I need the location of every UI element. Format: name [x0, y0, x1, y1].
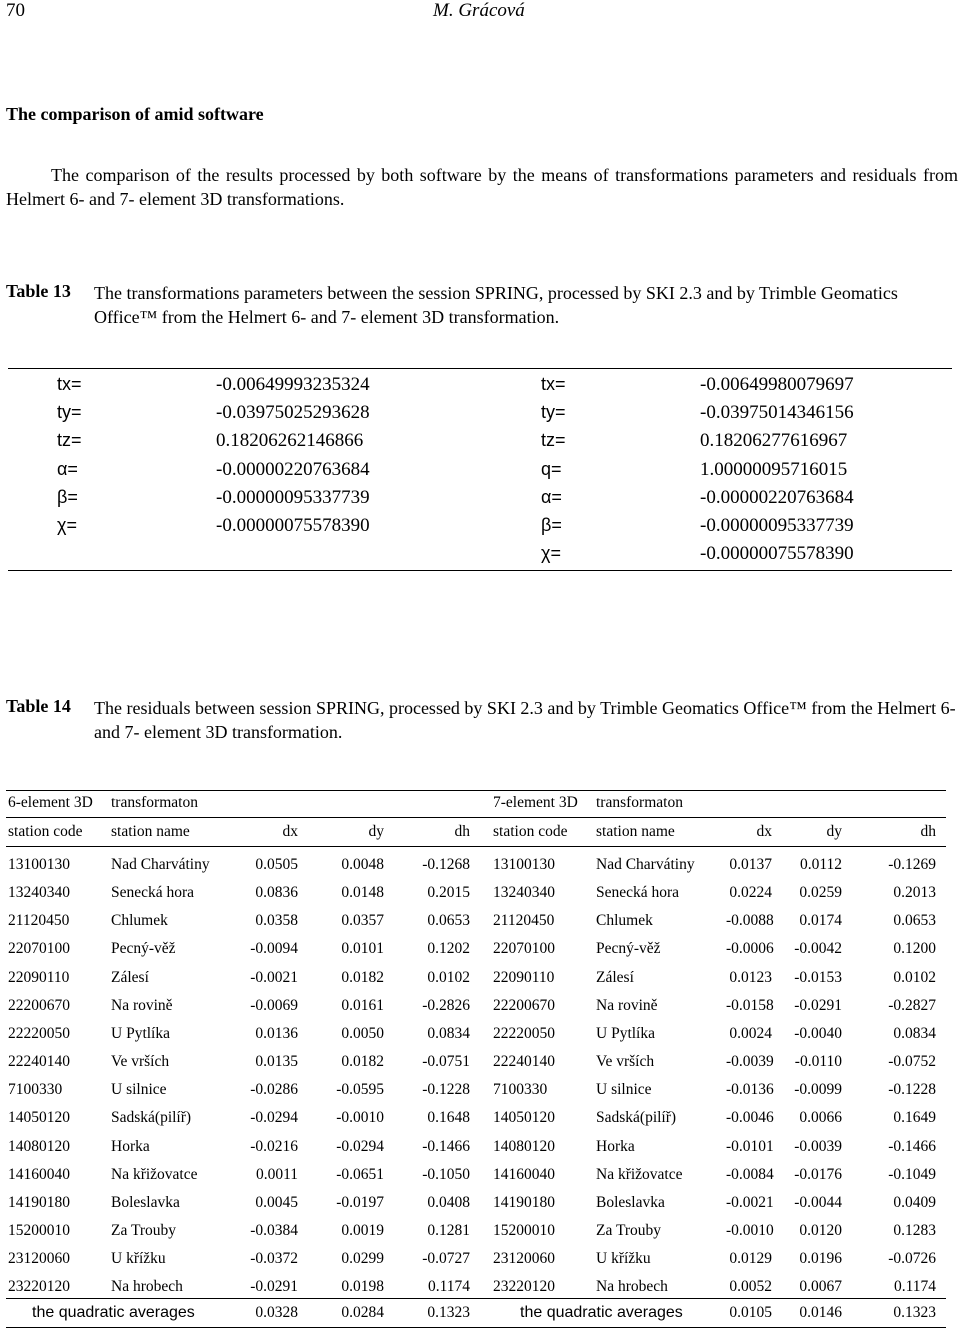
page-number: 70 [6, 0, 25, 21]
column-header: station name [596, 823, 675, 840]
table13-bottom-rule [8, 570, 952, 571]
table-cell: -0.2826 [422, 997, 470, 1014]
table-cell: -0.0286 [250, 1081, 298, 1098]
table-cell: 14050120 [8, 1109, 70, 1126]
param-value: -0.03975014346156 [700, 402, 854, 423]
param-value: -0.00649980079697 [700, 374, 854, 395]
average-value: 0.0105 [729, 1304, 772, 1321]
running-head-author: M. Grácová [433, 0, 525, 21]
table14-averages-rule [6, 1298, 946, 1299]
table-cell: Sadská(pilíř) [111, 1109, 192, 1126]
column-header: dx [756, 823, 772, 840]
intro-paragraph: The comparison of the results processed by both software by the means of transformations parameters and residuals from Helmert 6- and 7- element 3D transformations. [6, 165, 958, 209]
table-cell: -0.0046 [726, 1109, 774, 1126]
average-value: 0.0284 [341, 1304, 384, 1321]
table-cell: -0.0042 [794, 940, 842, 957]
table-cell: 0.0129 [729, 1250, 772, 1267]
averages-label: the quadratic averages [520, 1304, 683, 1321]
table-cell: 0.0505 [255, 856, 298, 873]
table-cell: -0.0039 [726, 1053, 774, 1070]
table-cell: 0.0123 [729, 969, 772, 986]
table-cell: -0.0595 [336, 1081, 384, 1098]
table-cell: -0.0294 [250, 1109, 298, 1126]
table-cell: 0.0182 [341, 1053, 384, 1070]
param-value: -0.00000075578390 [216, 515, 370, 536]
param-name: χ= [541, 543, 561, 563]
param-name: χ= [57, 515, 77, 535]
table-cell: -0.0101 [726, 1138, 774, 1155]
table14-caption: The residuals between session SPRING, processed by SKI 2.3 and by Trimble Geomatics Office™ from the Helmert 6- and 7- element 3D transformation. [94, 698, 956, 742]
table-cell: 0.2015 [427, 884, 470, 901]
table-cell: 15200010 [493, 1222, 555, 1239]
column-header: station code [8, 823, 83, 840]
table-cell: 0.0836 [255, 884, 298, 901]
table-cell: Zálesí [111, 969, 149, 986]
table-cell: 22200670 [493, 997, 555, 1014]
table-cell: Horka [111, 1138, 150, 1155]
table-cell: 0.0409 [893, 1194, 936, 1211]
table-cell: 0.0102 [893, 969, 936, 986]
average-value: 0.1323 [893, 1304, 936, 1321]
table-cell: 22090110 [8, 969, 70, 986]
group-label: transformaton [111, 794, 198, 811]
table13-label: Table 13 [6, 281, 71, 301]
table-cell: -0.0651 [336, 1166, 384, 1183]
table-cell: Pecný-věž [111, 940, 176, 957]
table-cell: 14190180 [493, 1194, 555, 1211]
param-name: tz= [541, 430, 566, 450]
column-header: dh [920, 823, 936, 840]
table-cell: 0.0024 [729, 1025, 772, 1042]
table-cell: Nad Charvátiny [596, 856, 695, 873]
column-header: station code [493, 823, 568, 840]
table-cell: 22240140 [8, 1053, 70, 1070]
group-label: 7-element 3D [493, 794, 578, 811]
table-cell: 0.0408 [427, 1194, 470, 1211]
table-cell: 13100130 [493, 856, 555, 873]
table-cell: -0.2827 [888, 997, 936, 1014]
table-cell: 0.0135 [255, 1053, 298, 1070]
table-cell: 22220050 [493, 1025, 555, 1042]
table-cell: -0.0384 [250, 1222, 298, 1239]
table-cell: 21120450 [8, 912, 70, 929]
table-cell: 14160040 [8, 1166, 70, 1183]
table-cell: -0.1269 [888, 856, 936, 873]
table-cell: -0.0010 [336, 1109, 384, 1126]
average-value: 0.0146 [799, 1304, 842, 1321]
table-cell: 0.0137 [729, 856, 772, 873]
table-cell: 22070100 [8, 940, 70, 957]
table-cell: 0.0259 [799, 884, 842, 901]
table-cell: Nad Charvátiny [111, 856, 210, 873]
table-cell: U křížku [596, 1250, 651, 1267]
table14-header-rule [6, 846, 946, 847]
table-cell: 14160040 [493, 1166, 555, 1183]
table-cell: Na hrobech [596, 1278, 668, 1295]
table-cell: -0.0752 [888, 1053, 936, 1070]
group-label: transformaton [596, 794, 683, 811]
table-cell: 0.0196 [799, 1250, 842, 1267]
table-cell: 14050120 [493, 1109, 555, 1126]
table-cell: Ve vrších [596, 1053, 655, 1070]
table-cell: 13240340 [8, 884, 70, 901]
param-name: tx= [57, 374, 82, 394]
table-cell: 0.0357 [341, 912, 384, 929]
table-cell: -0.0216 [250, 1138, 298, 1155]
table-cell: 0.1174 [427, 1278, 470, 1295]
group-label: 6-element 3D [8, 794, 93, 811]
table-cell: 22070100 [493, 940, 555, 957]
table-cell: -0.1050 [422, 1166, 470, 1183]
table-cell: 7100330 [8, 1081, 63, 1098]
table-cell: Ve vrších [111, 1053, 170, 1070]
table-cell: 14190180 [8, 1194, 70, 1211]
table-cell: -0.1268 [422, 856, 470, 873]
param-name: β= [541, 515, 562, 535]
param-value: -0.00000220763684 [216, 459, 370, 480]
average-value: 0.1323 [427, 1304, 470, 1321]
table-cell: Horka [596, 1138, 635, 1155]
table-cell: Sadská(pilíř) [596, 1109, 677, 1126]
table-cell: 21120450 [493, 912, 555, 929]
table-cell: 0.1648 [427, 1109, 470, 1126]
table-cell: 0.0019 [341, 1222, 384, 1239]
table-cell: -0.0291 [794, 997, 842, 1014]
table-cell: 0.0112 [799, 856, 842, 873]
param-value: -0.00000095337739 [700, 515, 854, 536]
table-cell: 22200670 [8, 997, 70, 1014]
table-cell: -0.1049 [888, 1166, 936, 1183]
table-cell: -0.0069 [250, 997, 298, 1014]
table-cell: 13100130 [8, 856, 70, 873]
table-cell: 23220120 [8, 1278, 70, 1295]
table-cell: 0.1283 [893, 1222, 936, 1239]
table-cell: 23120060 [493, 1250, 555, 1267]
table-cell: 0.0136 [255, 1025, 298, 1042]
table-cell: Na hrobech [111, 1278, 183, 1295]
table-cell: Chlumek [596, 912, 653, 929]
table-cell: 7100330 [493, 1081, 548, 1098]
param-value: 1.00000095716015 [700, 459, 848, 480]
table-cell: 22240140 [493, 1053, 555, 1070]
param-value: -0.03975025293628 [216, 402, 370, 423]
param-value: -0.00649993235324 [216, 374, 370, 395]
table-cell: 22090110 [493, 969, 555, 986]
table-cell: Pecný-věž [596, 940, 661, 957]
table-cell: -0.0136 [726, 1081, 774, 1098]
table-cell: -0.0176 [794, 1166, 842, 1183]
column-header: dh [454, 823, 470, 840]
table-cell: Senecká hora [596, 884, 680, 901]
average-value: 0.0328 [255, 1304, 298, 1321]
table-cell: -0.0197 [336, 1194, 384, 1211]
table-cell: -0.0006 [726, 940, 774, 957]
column-header: dx [282, 823, 298, 840]
table-cell: -0.0021 [726, 1194, 774, 1211]
table-cell: 13240340 [493, 884, 555, 901]
table-cell: -0.1466 [888, 1138, 936, 1155]
table-cell: Boleslavka [596, 1194, 665, 1211]
param-value: 0.18206277616967 [700, 430, 848, 451]
table-cell: -0.0040 [794, 1025, 842, 1042]
table-cell: 0.0174 [799, 912, 842, 929]
table-cell: 23120060 [8, 1250, 70, 1267]
table-cell: 0.0120 [799, 1222, 842, 1239]
param-name: β= [57, 487, 78, 507]
table-cell: Na křižovatce [596, 1166, 683, 1183]
table-cell: -0.0021 [250, 969, 298, 986]
table-cell: Za Trouby [596, 1222, 662, 1239]
table-cell: 22220050 [8, 1025, 70, 1042]
table-cell: Na rovině [111, 997, 173, 1014]
table-cell: -0.1228 [888, 1081, 936, 1098]
table-cell: -0.0294 [336, 1138, 384, 1155]
table-cell: -0.0372 [250, 1250, 298, 1267]
table-cell: -0.0751 [422, 1053, 470, 1070]
section-title: The comparison of amid software [6, 104, 264, 124]
table-cell: -0.0039 [794, 1138, 842, 1155]
table14-group-rule [6, 817, 946, 818]
table-cell: 0.0066 [799, 1109, 842, 1126]
table-cell: 0.0358 [255, 912, 298, 929]
param-name: α= [57, 459, 78, 479]
table-cell: -0.1228 [422, 1081, 470, 1098]
table-cell: 0.1200 [893, 940, 936, 957]
table-cell: 0.0052 [729, 1278, 772, 1295]
table-cell: -0.0099 [794, 1081, 842, 1098]
table-cell: Chlumek [111, 912, 168, 929]
table14-bottom-rule [6, 1327, 946, 1328]
table-cell: 0.0653 [893, 912, 936, 929]
table-cell: 0.0050 [341, 1025, 384, 1042]
table-cell: Senecká hora [111, 884, 195, 901]
param-value: -0.00000075578390 [700, 543, 854, 564]
table-cell: 0.0224 [729, 884, 772, 901]
table-cell: Na rovině [596, 997, 658, 1014]
table-cell: U silnice [596, 1081, 652, 1098]
table14-label: Table 14 [6, 696, 71, 716]
table-cell: U Pytlíka [596, 1025, 655, 1042]
table-cell: 14080120 [8, 1138, 70, 1155]
table-cell: -0.0153 [794, 969, 842, 986]
table-cell: -0.0044 [794, 1194, 842, 1211]
table-cell: 0.0834 [427, 1025, 470, 1042]
table13-top-rule [8, 368, 952, 369]
table14-top-rule [6, 790, 946, 791]
param-value: -0.00000220763684 [700, 487, 854, 508]
param-name: ty= [57, 402, 82, 422]
table-cell: 0.0102 [427, 969, 470, 986]
table-cell: 0.2013 [893, 884, 936, 901]
table-cell: 23220120 [493, 1278, 555, 1295]
table-cell: -0.0158 [726, 997, 774, 1014]
table-cell: -0.0094 [250, 940, 298, 957]
table-cell: 0.0182 [341, 969, 384, 986]
param-name: ty= [541, 402, 566, 422]
column-header: dy [826, 823, 842, 840]
table-cell: 0.0045 [255, 1194, 298, 1211]
table-cell: U křížku [111, 1250, 166, 1267]
table-cell: -0.0010 [726, 1222, 774, 1239]
param-name: tx= [541, 374, 566, 394]
table-cell: 0.0834 [893, 1025, 936, 1042]
table13-caption: The transformations parameters between the session SPRING, processed by SKI 2.3 and by Trimble Geomatics Office™ from the Helmert 6- and 7- element 3D transformation. [94, 283, 898, 327]
table-cell: 0.1202 [427, 940, 470, 957]
table-cell: 0.0011 [255, 1166, 298, 1183]
param-name: α= [541, 487, 562, 507]
param-value: -0.00000095337739 [216, 487, 370, 508]
table-cell: 0.0148 [341, 884, 384, 901]
averages-label: the quadratic averages [32, 1304, 195, 1321]
table-cell: -0.0110 [794, 1053, 842, 1070]
table-cell: -0.0726 [888, 1250, 936, 1267]
table-cell: Na křižovatce [111, 1166, 198, 1183]
table-cell: -0.0727 [422, 1250, 470, 1267]
table-cell: 0.0653 [427, 912, 470, 929]
param-name: q= [541, 459, 562, 479]
table-cell: 0.1281 [427, 1222, 470, 1239]
table-cell: 0.0299 [341, 1250, 384, 1267]
table-cell: -0.0084 [726, 1166, 774, 1183]
table-cell: 0.0198 [341, 1278, 384, 1295]
param-name: tz= [57, 430, 82, 450]
column-header: dy [368, 823, 384, 840]
table-cell: -0.0088 [726, 912, 774, 929]
table-cell: -0.1466 [422, 1138, 470, 1155]
table-cell: 0.0101 [341, 940, 384, 957]
table-cell: Zálesí [596, 969, 634, 986]
table-cell: Za Trouby [111, 1222, 177, 1239]
table-cell: 0.0067 [799, 1278, 842, 1295]
table-cell: Boleslavka [111, 1194, 180, 1211]
table-cell: 0.1174 [893, 1278, 936, 1295]
table-cell: 0.0048 [341, 856, 384, 873]
table-cell: 15200010 [8, 1222, 70, 1239]
table-cell: U Pytlíka [111, 1025, 170, 1042]
table-cell: U silnice [111, 1081, 167, 1098]
table-cell: 14080120 [493, 1138, 555, 1155]
table-cell: -0.0291 [250, 1278, 298, 1295]
table-cell: 0.1649 [893, 1109, 936, 1126]
table-cell: 0.0161 [341, 997, 384, 1014]
param-value: 0.18206262146866 [216, 430, 364, 451]
column-header: station name [111, 823, 190, 840]
